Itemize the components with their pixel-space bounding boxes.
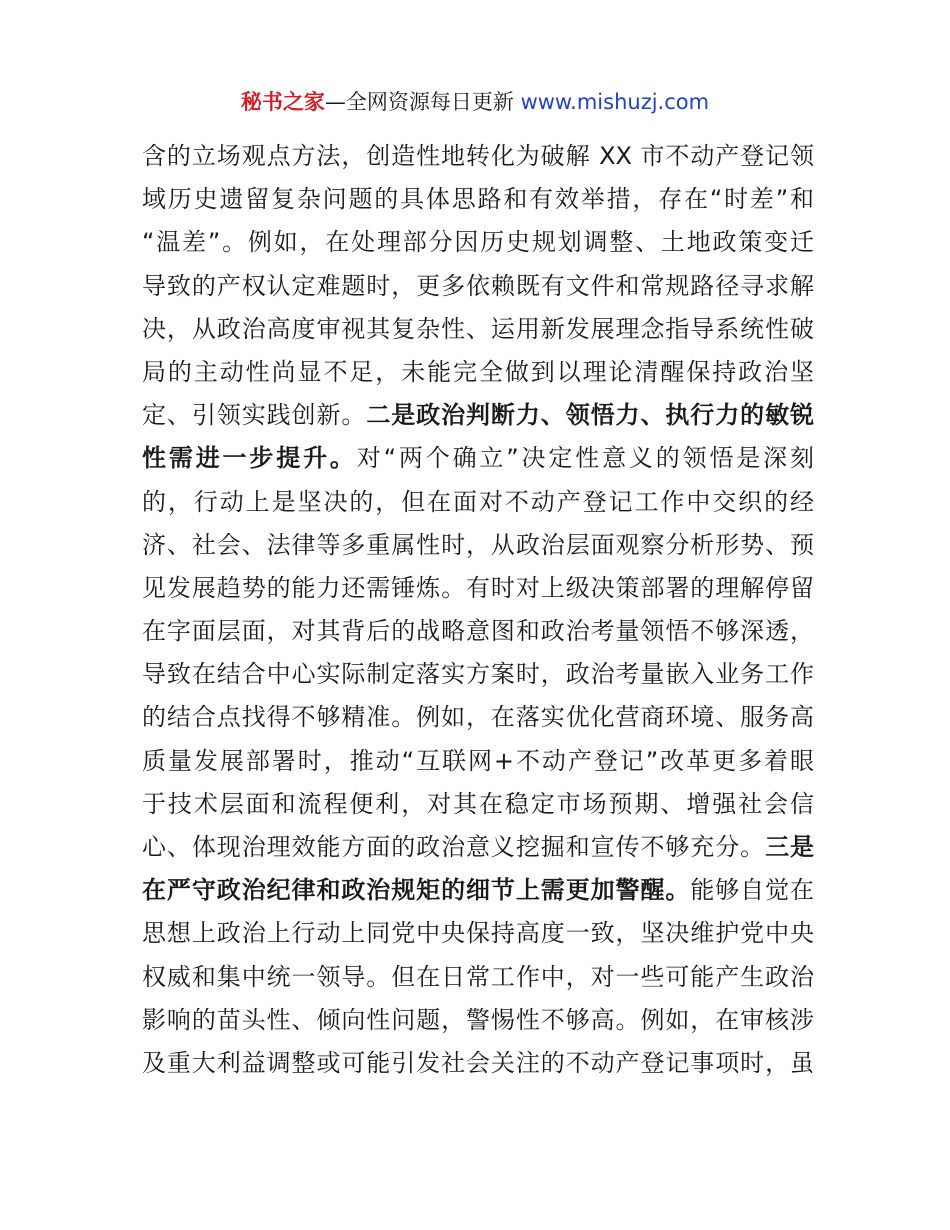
- text-line-4: 导致的产权认定难题时，更多依赖既有文件和常规路径寻求解: [142, 271, 814, 300]
- text-line-10: 济、社会、法律等多重属性时，从政治层面观察分析形势、预: [142, 530, 814, 559]
- bold-heading-3-start: 三是: [765, 833, 815, 861]
- text-line-12: 在字面层面，对其背后的战略意图和政治考量领悟不够深透，: [142, 617, 814, 646]
- bold-heading-2-start: 二是政治判断力、领悟力、执行力的敏锐: [366, 401, 815, 430]
- brand-name: 秘书之家: [240, 90, 325, 114]
- bold-heading-3-end: 在严守政治纪律和政治规矩的细节上需更加警醒。: [142, 876, 691, 905]
- text-line-15: 质量发展部署时，推动“互联网+不动产登记”改革更多着眼: [142, 746, 814, 775]
- text-line-11: 见发展趋势的能力还需锤炼。有时对上级决策部署的理解停留: [142, 573, 814, 602]
- text-line-14: 的结合点找得不够精准。例如，在落实优化营商环境、服务高: [142, 703, 814, 732]
- site-url-link[interactable]: www.mishuzj.com: [520, 90, 710, 114]
- text-line-20: 权威和集中统一领导。但在日常工作中，对一些可能产生政治: [142, 962, 814, 991]
- site-tagline: —全网资源每日更新: [324, 90, 521, 114]
- text-line-5: 决，从政治高度审视其复杂性、运用新发展理念指导系统性破: [142, 314, 814, 343]
- text-line-6: 局的主动性尚显不足，未能完全做到以理论清醒保持政治坚: [142, 357, 814, 386]
- bold-heading-2-end: 性需进一步提升。: [142, 444, 357, 473]
- text-line-22: 及重大利益调整或可能引发社会关注的不动产登记事项时，虽: [142, 1048, 814, 1077]
- text-line-21: 影响的苗头性、倾向性问题，警惕性不够高。例如，在审核涉: [142, 1005, 814, 1034]
- document-body: [142, 135, 814, 1085]
- text-line-3: “温差”。例如，在处理部分因历史规划调整、土地政策变迁: [142, 228, 814, 257]
- text-line-16: 于技术层面和流程便利，对其在稳定市场预期、增强社会信: [142, 789, 814, 818]
- text-line-13: 导致在结合中心实际制定落实方案时，政治考量嵌入业务工作: [142, 660, 814, 689]
- site-header: [0, 86, 950, 118]
- text-line-18: 在严守政治纪律和政治规矩的细节上需更加警醒。能够自觉在: [142, 876, 815, 905]
- text-line-2: 域历史遗留复杂问题的具体思路和有效举措，存在“时差”和: [142, 185, 814, 214]
- text-line-1: 含的立场观点方法，创造性地转化为破解 XX 市不动产登记领: [142, 142, 814, 170]
- text-line-8: 性需进一步提升。对“两个确立”决定性意义的领悟是深刻: [142, 444, 814, 473]
- text-line-17: 心、体现治理效能方面的政治意义挖掘和宣传不够充分。三是: [142, 833, 815, 861]
- text-line-19: 思想上政治上行动上同党中央保持高度一致，坚决维护党中央: [142, 919, 814, 948]
- text-line-9: 的，行动上是坚决的，但在面对不动产登记工作中交织的经: [142, 487, 814, 516]
- text-line-7: 定、引领实践创新。二是政治判断力、领悟力、执行力的敏锐: [142, 401, 815, 430]
